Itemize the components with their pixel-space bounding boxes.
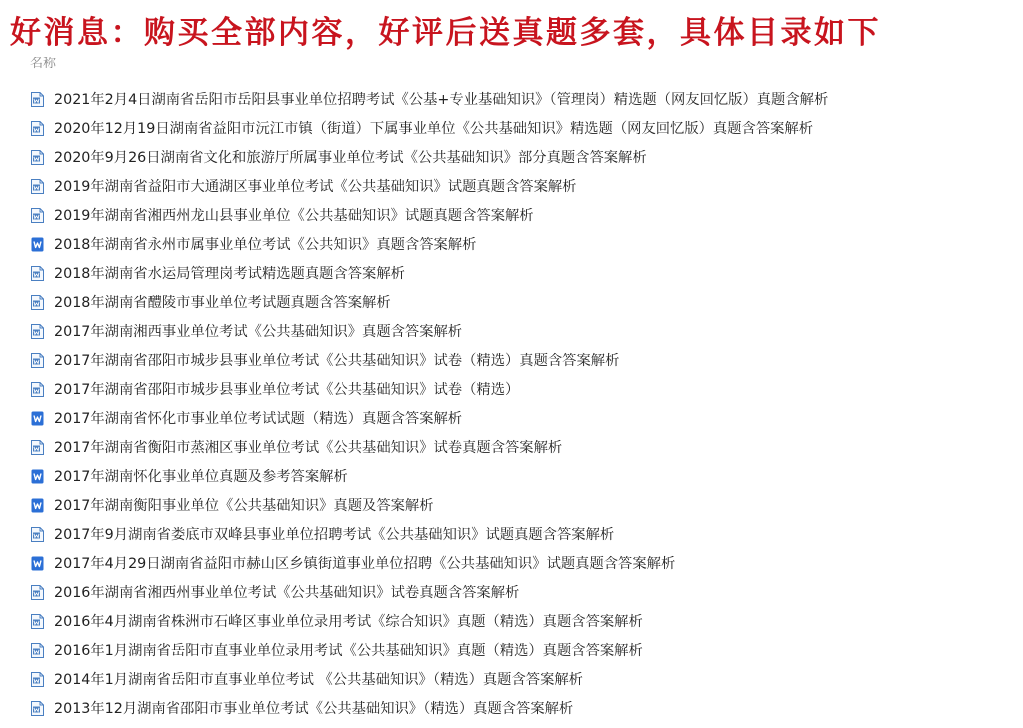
file-name: 2017年4月29日湖南省益阳市赫山区乡镇街道事业单位招聘《公共基础知识》试题真题含答案解析 xyxy=(54,555,676,572)
file-row[interactable] xyxy=(30,433,1015,462)
word-doc-icon xyxy=(30,150,44,166)
file-row[interactable] xyxy=(30,607,1015,636)
file-row[interactable] xyxy=(30,491,1015,520)
wps-doc-icon xyxy=(30,411,44,427)
word-doc-icon xyxy=(30,295,44,311)
file-row[interactable] xyxy=(30,346,1015,375)
file-row[interactable] xyxy=(30,317,1015,346)
file-row[interactable] xyxy=(30,201,1015,230)
file-list xyxy=(30,85,1015,723)
file-row[interactable] xyxy=(30,404,1015,433)
file-row[interactable] xyxy=(30,636,1015,665)
file-row[interactable] xyxy=(30,520,1015,549)
file-name: 2017年湖南省衡阳市蒸湘区事业单位考试《公共基础知识》试卷真题含答案解析 xyxy=(54,439,563,456)
file-row[interactable] xyxy=(30,172,1015,201)
file-name: 2018年湖南省永州市属事业单位考试《公共知识》真题含答案解析 xyxy=(54,236,477,253)
word-doc-icon xyxy=(30,266,44,282)
file-name: 2018年湖南省醴陵市事业单位考试题真题含答案解析 xyxy=(54,294,391,311)
promo-banner: 好消息：购买全部内容，好评后送真题多套，具体目录如下 xyxy=(10,15,881,51)
word-doc-icon xyxy=(30,208,44,224)
word-doc-icon xyxy=(30,527,44,543)
file-row[interactable] xyxy=(30,375,1015,404)
file-name: 2014年1月湖南省岳阳市直事业单位考试 《公共基础知识》（精选）真题含答案解析 xyxy=(54,671,583,688)
wps-doc-icon xyxy=(30,469,44,485)
file-row[interactable] xyxy=(30,665,1015,694)
file-row[interactable] xyxy=(30,462,1015,491)
file-name: 2019年湖南省湘西州龙山县事业单位《公共基础知识》试题真题含答案解析 xyxy=(54,207,534,224)
word-doc-icon xyxy=(30,585,44,601)
wps-doc-icon xyxy=(30,498,44,514)
word-doc-icon xyxy=(30,353,44,369)
file-row[interactable] xyxy=(30,549,1015,578)
file-row[interactable] xyxy=(30,694,1015,723)
file-row[interactable] xyxy=(30,288,1015,317)
file-name: 2018年湖南省水运局管理岗考试精选题真题含答案解析 xyxy=(54,265,405,282)
word-doc-icon xyxy=(30,121,44,137)
word-doc-icon xyxy=(30,324,44,340)
file-row[interactable] xyxy=(30,85,1015,114)
word-doc-icon xyxy=(30,92,44,108)
file-name: 2016年湖南省湘西州事业单位考试《公共基础知识》试卷真题含答案解析 xyxy=(54,584,520,601)
wps-doc-icon xyxy=(30,237,44,253)
file-name: 2016年1月湖南省岳阳市直事业单位录用考试《公共基础知识》真题（精选）真题含答案解析 xyxy=(54,642,643,659)
word-doc-icon xyxy=(30,440,44,456)
file-name: 2017年湖南省邵阳市城步县事业单位考试《公共基础知识》试卷（精选） xyxy=(54,381,520,398)
file-name: 2019年湖南省益阳市大通湖区事业单位考试《公共基础知识》试题真题含答案解析 xyxy=(54,178,577,195)
file-row[interactable] xyxy=(30,114,1015,143)
file-name: 2020年9月26日湖南省文化和旅游厅所属事业单位考试《公共基础知识》部分真题含答案解析 xyxy=(54,149,647,166)
file-name: 2017年湖南衡阳事业单位《公共基础知识》真题及答案解析 xyxy=(54,497,434,514)
file-row[interactable] xyxy=(30,578,1015,607)
word-doc-icon xyxy=(30,643,44,659)
word-doc-icon xyxy=(30,701,44,717)
word-doc-icon xyxy=(30,382,44,398)
word-doc-icon xyxy=(30,179,44,195)
file-name: 2017年湖南怀化事业单位真题及参考答案解析 xyxy=(54,468,348,485)
wps-doc-icon xyxy=(30,556,44,572)
file-name: 2017年湖南省邵阳市城步县事业单位考试《公共基础知识》试卷（精选）真题含答案解析 xyxy=(54,352,620,369)
file-row[interactable] xyxy=(30,259,1015,288)
file-name: 2021年2月4日湖南省岳阳市岳阳县事业单位招聘考试《公基+专业基础知识》（管理岗）精选题（网友回忆版）真题含解析 xyxy=(54,91,829,108)
file-name: 2020年12月19日湖南省益阳市沅江市镇（街道）下属事业单位《公共基础知识》精选题（网友回忆版）真题含答案解析 xyxy=(54,120,814,137)
file-name: 2017年湖南湘西事业单位考试《公共基础知识》真题含答案解析 xyxy=(54,323,463,340)
file-row[interactable] xyxy=(30,143,1015,172)
file-name: 2016年4月湖南省株洲市石峰区事业单位录用考试《综合知识》真题（精选）真题含答案解析 xyxy=(54,613,643,630)
word-doc-icon xyxy=(30,614,44,630)
word-doc-icon xyxy=(30,672,44,688)
file-row[interactable] xyxy=(30,230,1015,259)
file-name: 2017年9月湖南省娄底市双峰县事业单位招聘考试《公共基础知识》试题真题含答案解析 xyxy=(54,526,615,543)
name-column-header[interactable]: 名称 xyxy=(30,57,57,71)
file-name: 2017年湖南省怀化市事业单位考试试题（精选）真题含答案解析 xyxy=(54,410,463,427)
file-name: 2013年12月湖南省邵阳市事业单位考试《公共基础知识》（精选）真题含答案解析 xyxy=(54,700,574,717)
